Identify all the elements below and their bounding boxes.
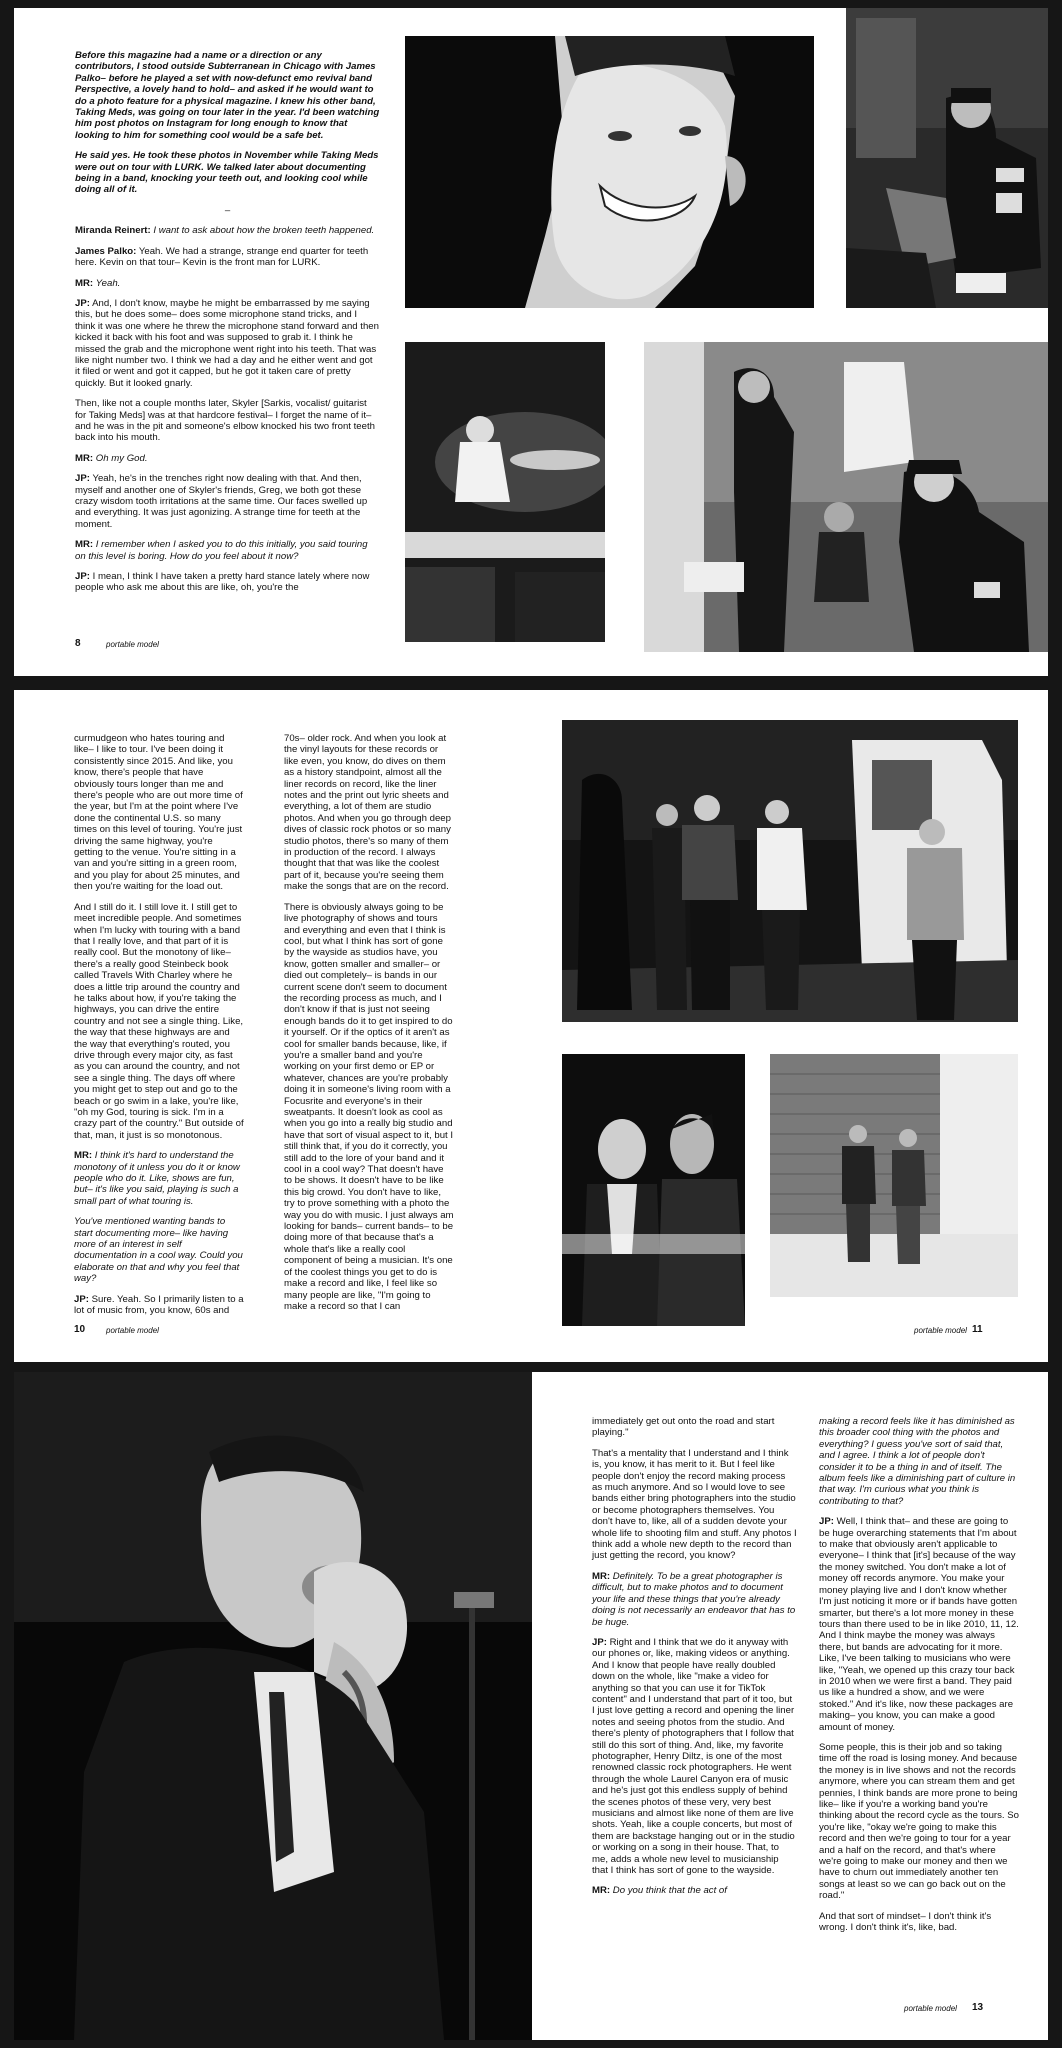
paragraph-text: Do you think that the act of	[612, 1885, 727, 1897]
article-column-left	[74, 733, 244, 1326]
page-number-right: 11	[972, 1324, 983, 1335]
article-paragraph	[819, 1516, 1019, 1733]
speaker-label: JP:	[819, 1516, 834, 1528]
page-number: 8	[75, 638, 81, 649]
paragraph-text: I remember when I asked you to do this initially, you said touring on this level is boring. How do you feel about it now?	[75, 539, 368, 562]
article-paragraph	[74, 1150, 244, 1207]
article-column-right	[284, 733, 454, 1321]
article-paragraph	[75, 453, 380, 464]
paragraph-text: Then, like not a couple months later, Skyler [Sarkis, vocalist/ guitarist for Taking Meds] was at that hardcore festival– I forget the name of it– and he was in the pit and someone's elbow knocked his two front teeth back into his mouth.	[75, 398, 375, 444]
photo-portrait-smiling	[405, 36, 814, 308]
article-paragraph	[74, 1216, 244, 1284]
paragraph-text: There is obviously always going to be live photography of shows and tours and everything and even that I think is cool, but what I think has sort of gone by the wayside as studios have, you know, gotten smaller and smaller– or died out completely– is bands in our current scene don't seem to document the recording process as much, and I don't know if that is just not seeing enough bands do it to get inspired to do it yourself. Or if the optics of it aren't as cool for smaller bands because, like, if you're a smaller band and you're working on your first demo or EP or whatever, chances are you're probably doing it in someone's living room with a Focusrite and everyone's in their sweatpants. It doesn't look as cool as when you go into a really big studio and have that sort of visual aspect to it, but I still think that, if you do it correctly, you still add to the lore of your band and it cool in a cool way? That doesn't have to be shows. It doesn't have to be like this big crowd. You don't have to like, try to prove something with a photo the way you do with music. I just always am looking for bands– current bands– to be doing more of that because that's a whole that's like a really cool component of being a musician. It's one of the coolest things you get to do is make a record and like, I feel like so many people are like, "I'm going to make a record so that I can	[284, 901, 454, 1312]
intro-paragraph: He said yes. He took these photos in November while Taking Meds were out on tour with LURK. We talked later about documenting being in a band, knocking your teeth out, and looking cool while doing all of it.	[75, 150, 379, 196]
speaker-label: James Palko:	[75, 245, 137, 257]
article-paragraph	[592, 1448, 797, 1562]
article-column-right	[819, 1416, 1019, 1942]
magazine-folio: portable model	[904, 2004, 957, 2013]
paragraph-text: Yeah. We had a strange, strange end quarter for teeth here. Kevin on that tour– Kevin is the front man for LURK.	[75, 245, 369, 269]
paragraph-text: Oh my God.	[95, 452, 148, 464]
speaker-label: MR:	[592, 1570, 611, 1582]
article-paragraph	[75, 398, 380, 444]
paragraph-text: I mean, I think I have taken a pretty hard stance lately where now people who ask me about this are like, oh, you're the	[75, 571, 370, 594]
speaker-label: MR:	[75, 539, 94, 551]
paragraph-text: 70s– older rock. And when you look at the vinyl layouts for these records or like even, you know, do dives on them as a history standpoint, almost all the liner records on record, like the liner notes and the print out lyric sheets and everything, a lot of them are studio photos. And when you go through deep dives of classic rock photos or so many studio photos, there's so many of them in production of the record. I always thought that that was like the coolest part of it, because you're seeing them make the songs that are on the record.	[284, 733, 451, 893]
paragraph-text: Well, I think that– and these are going to be huge overarching statements that I'm about to make that obviously aren't applicable to everyone– I think that [it's] because of the way the money switched. You don't make a lot of money off records anymore. You make your money playing live and I don't know whether I'm just noticing it more or if bands have gotten smarter, but there's a lot more money in these tours than there used to be in like 2010, 11, 12. And I think maybe the money was always there, but bands are advocating for it more. Like, I've been talking to musicians who were like, "Yeah, we opened up this crazy tour back in 2010 when we were first a band. They paid us like a hundred a show, and we were stoked." And it's like, now these packages are making– you know, you can make a good amount of money.	[819, 1516, 1019, 1733]
magazine-folio: portable model	[106, 640, 159, 649]
paragraph-text: immediately get out onto the road and start playing."	[592, 1416, 775, 1439]
paragraph-text: making a record feels like it has diminished as this broader cool thing with the photos and everything? I guess you've sort of said that, and I agree. I think a lot of people don't consider it to be a thing in and of itself. The album feels like a diminishing part of culture in that way. I'm curious what you think is contributing to that?	[819, 1416, 1016, 1507]
page-number: 13	[972, 2002, 984, 2013]
speaker-label: MR:	[592, 1885, 611, 1897]
article-paragraph	[75, 571, 380, 594]
article-paragraph	[75, 473, 380, 530]
article-paragraph	[75, 278, 380, 289]
article-paragraph	[75, 246, 380, 269]
article-paragraph	[284, 733, 454, 893]
photo-drummer	[405, 342, 605, 642]
paragraph-text: You've mentioned wanting bands to start documenting more– like having more of an interest in self documentation in a cool way. Could you elaborate on that and why you feel that way?	[74, 1216, 243, 1285]
speaker-label: Miranda Reinert:	[75, 225, 151, 237]
speaker-label: JP:	[74, 1293, 89, 1305]
spread-pages-8-9	[14, 8, 1048, 676]
spread-pages-12-13	[14, 1372, 1048, 2040]
paragraph-text: That's a mentality that I understand and I think is, you know, it has merit to it. But I feel like people don't enjoy the record making process as much anymore. And so I would love to see bands either bring photographers into the studio or become photographers themselves. You don't have to, like, all of a sudden devote your whole life to shooting film and stuff. Any photos I think add a whole new depth to the record than just getting the record, you know?	[592, 1447, 797, 1562]
speaker-label: MR:	[74, 1150, 93, 1162]
article-column	[75, 50, 380, 603]
article-paragraph	[819, 1911, 1019, 1934]
paragraph-text: I think it's hard to understand the monotony of it unless you do it or know people who do it. Like, shows are fun, but– it's like you said, playing is such a small part of what touring is.	[74, 1150, 240, 1207]
speaker-label: JP:	[75, 473, 90, 485]
paragraph-text: Sure. Yeah. So I primarily listen to a lot of music from, you know, 60s and	[74, 1293, 244, 1317]
article-column-left	[592, 1416, 797, 1906]
article-paragraph	[75, 298, 380, 389]
photo-band-backstage	[644, 342, 1048, 652]
article-paragraph	[74, 733, 244, 893]
article-paragraph	[74, 1294, 244, 1317]
paragraph-text: Yeah, he's in the trenches right now dealing with that. And then, myself and another one of Skyler's friends, Greg, we both got these crazy wisdom tooth irritations at the same time. Our faces swelled up and everything. It was just agonizing. A strange time for teeth at the moment.	[75, 473, 368, 530]
article-paragraph	[819, 1416, 1019, 1507]
section-divider: –	[224, 204, 231, 216]
article-paragraph	[75, 225, 380, 236]
photo-band-by-van	[562, 720, 1018, 1022]
magazine-folio-left: portable model	[106, 1326, 159, 1335]
paragraph-text: I want to ask about how the broken teeth happened.	[153, 225, 375, 237]
photo-two-men-brick-wall	[770, 1054, 1018, 1297]
magazine-folio-right: portable model	[914, 1326, 967, 1335]
photo-guitarist-seated	[846, 8, 1048, 308]
paragraph-text: Right and I think that we do it anyway with our phones or, like, making videos or anything. And I know that people have really doubled down on the whole, like "make a video for anything so that you can use it for TikTok content" and I understand that part of it too, but I just love getting a record and opening the liner notes and seeing photos from the studio. And there's plenty of photographers that I follow that still do this sort of thing. And, like, my favorite photographer, Henry Diltz, is one of the most renowned classic rock photographers. He went through the whole Laurel Canyon era of music and he's just got this endless supply of behind the scenes photos of these very, very best musicians and almost like none of them are live shots. Yeah, like a couple concerts, but most of them are backstage hanging out or in the studio or working on a song in their house. That, to me, adds a whole new level to musicianship that I think has sort of gone to the wayside.	[592, 1636, 795, 1877]
spread-pages-10-11	[14, 690, 1048, 1362]
paragraph-text: Yeah.	[95, 277, 121, 289]
photo-singer-with-microphone	[14, 1372, 532, 2040]
article-paragraph	[284, 902, 454, 1313]
article-paragraph	[75, 539, 380, 562]
intro-paragraph: Before this magazine had a name or a direction or any contributors, I stood outside Subterranean in Chicago with James Palko– before he played a set with now-defunct emo revival band Perspective, a lovely hand to hold– and asked if he would want to do a photo feature for a physical magazine. I knew his other band, Taking Meds, was going on tour later in the year. I'd been watching him post photos on Instagram for long enough to know that looking to him for something cool would be a safe bet.	[75, 50, 380, 141]
photo-two-men-portrait	[562, 1054, 745, 1326]
article-paragraph	[74, 902, 244, 1142]
paragraph-text: Some people, this is their job and so taking time off the road is losing money. And because the money is in live shows and not the records anymore, where you can stream them and get pennies, I think bands are more prone to being like– like if you're a working band you're thinking about the record cycle as the tours. So you're like, "okay we're going to make this record and then we're going to tour for a year and a half on the record, and that's where we're going to make our money and then we have to churn out immediately another ten songs at least so we can go back out on the road."	[819, 1741, 1019, 1902]
article-paragraph	[592, 1885, 797, 1896]
speaker-label: JP:	[75, 297, 90, 309]
paragraph-text: curmudgeon who hates touring and like– I like to tour. I've been doing it consistently since 2015. And like, you know, there's people that have obviously tours longer than me and there's people who are out more time of the year, but I'm at the point where I've done the continental U.S. so many times on this level of touring. You're just driving the same highway, you're getting to the venue. You're sitting in a van and you're sitting in a green room, and you play for about 25 minutes, and then you're waiting for the load out.	[74, 733, 243, 893]
paragraph-text: And I still do it. I still love it. I still get to meet incredible people. And sometimes when I'm lucky with touring with a band that I really love, and that part of it is really cool. But the monotony of like– there's a really good Steinbeck book called Travels With Charley where he does a little trip around the country and he talks about how, if you're taking the highways, you can drive the entire country and not see a single thing. Like, the way that these highways are and the way that everything's routed, you drive through every major city, as fast as you can around the country, and not see a single thing. The days off where you might get to step out and go to the beach or go swim in a lake, you're like, "oh my God, touring is sick. I'm in a crazy part of the country." But outside of that, man, it just is so monotonous.	[74, 901, 244, 1141]
paragraph-text: And that sort of mindset– I don't think it's wrong. I don't think it's, like, bad.	[819, 1910, 992, 1934]
page-number-left: 10	[74, 1324, 86, 1335]
speaker-label: MR:	[75, 277, 94, 289]
article-paragraph	[819, 1742, 1019, 1902]
speaker-label: MR:	[75, 452, 94, 464]
article-paragraph	[592, 1571, 797, 1628]
paragraph-text: And, I don't know, maybe he might be embarrassed by me saying this, but he does some– does some microphone stand tricks, and I think it was one where he threw the microphone stand forward and then kicked it back with his foot and was supposed to grab it. I think he missed the grab and the microphone went right into his teeth. That was like night number two. I think we had a day and he either went and got it filed or went and got it capped, but he got it taken care of pretty quickly. But it looked gnarly.	[75, 297, 379, 389]
paragraph-text: Definitely. To be a great photographer is difficult, but to make photos and to document your life and these things that you're already doing is not necessarily an endeavor that has to be huge.	[592, 1570, 796, 1628]
speaker-label: JP:	[75, 571, 90, 583]
article-paragraph	[592, 1637, 797, 1877]
speaker-label: JP:	[592, 1636, 607, 1648]
article-paragraph	[592, 1416, 797, 1439]
